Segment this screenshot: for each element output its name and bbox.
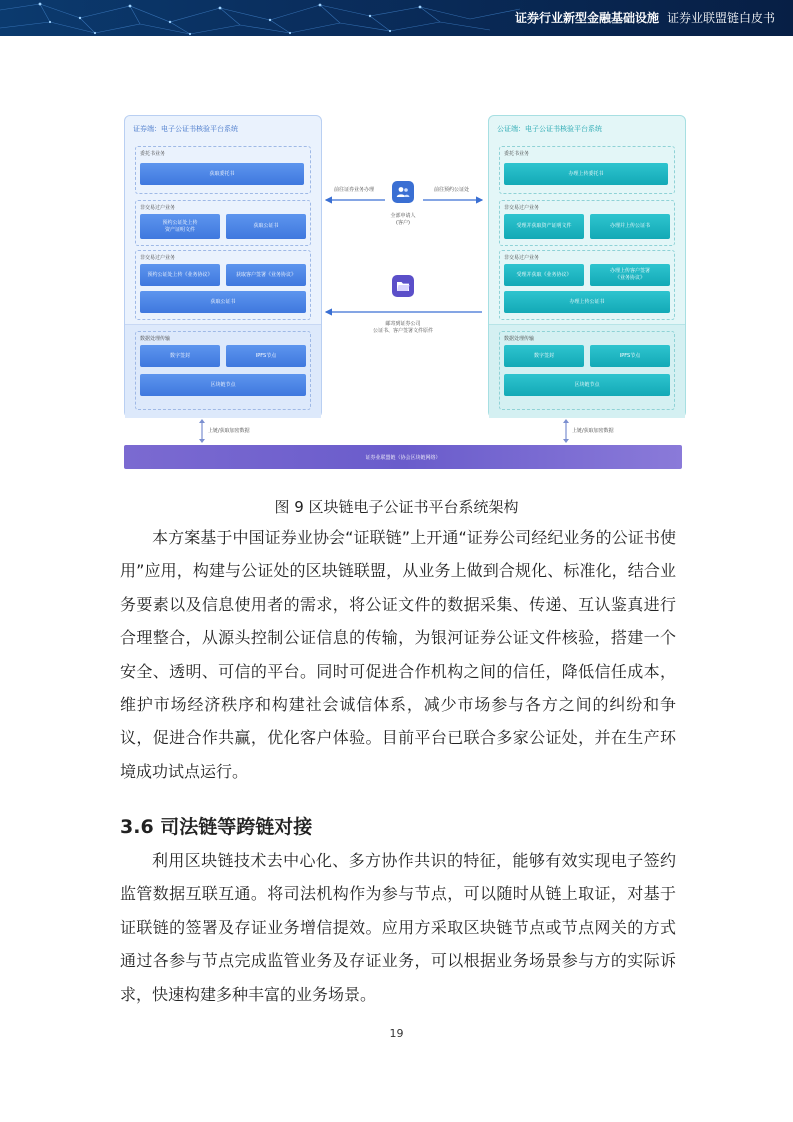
group-label: 委托书业务 [140,151,166,157]
applicant-line: (客户) [396,220,410,226]
paragraph-1: 本方案基于中国证券业协会“证联链”上开通“证券公司经纪业务的公证书使用”应用，构建与公证处的区块链联盟，从业务上做到合规化、标准化，结合业务要素以及信息使用者的需求，将公证文件的数据采集、传递、互认鉴真进行合理整合，从源头控制公证信息的传输，为银河证券公证文件核验，搭建一个安全、透明、可信的平台。同时可促进合作机构之间的信任，降低信任成本，维护市场经济秩序和构建社会诚信体系，减少市场参与各方之间的纠纷和争议，促进合作共赢，优化客户体验。目前平台已联合多家公证处，并在生产环境成功试点运行。 [120,528,676,781]
folder-icon [392,275,414,297]
chain-node-button: 区块链节点 [140,374,306,396]
issue-cert2-button: 办理上传公证书 [504,291,670,313]
architecture-diagram [124,115,684,475]
securities-panel-title: 证券端：电子公证书核验平台系统 [133,125,238,133]
chain-node-button: 区块链节点 [504,374,670,396]
group-label: 非交易过户业务 [140,255,176,261]
consortium-chain-bar: 证券业联盟链（协会区块链网络） [124,445,682,469]
go-securities-label: 前往证券业务办理 [334,187,375,193]
data-processing-band [489,324,685,418]
issue-entrust-button: 办理上传委托书 [504,163,668,185]
get-customer-sign-button: 获取客户签署《业务协议》 [226,264,306,286]
header-title-sub: 证券业联盟链白皮书 [666,11,775,25]
figure-caption: 图 9 区块链电子公证书平台系统架构 [274,498,519,516]
right-link-label: 上链/获取加密数据 [572,428,614,434]
notary-panel [488,115,686,418]
mail-line: 公证书、客户签署文件原件 [372,328,433,334]
paragraph-2: 利用区块链技术去中心化、多方协作共识的特征，能够有效实现电子签约监管数据互联互通。将司法机构作为参与节点，可以随时从链上取证，对基于证联链的签署及存证业务增信提效。应用方采取区块链节点或节点网关的方式通过各参与节点完成监管业务及存证业务，可以根据业务场景参与方的实际诉求，快速构建多种丰富的业务场景。 [120,851,676,1004]
button-line: 办理上传客户签署 [609,268,650,274]
issue-cert-button: 办理并上传公证书 [590,214,670,239]
button-line: 《业务协议》 [614,275,645,281]
ipfs-button: IPFS节点 [590,345,670,367]
group-label: 委托书业务 [504,151,530,157]
transfer-group-2 [499,250,675,320]
transfer-group-2 [135,250,311,320]
go-notary-label: 前往预约公证处 [434,187,470,193]
group-label: 非交易过户业务 [140,205,176,211]
header-title-main: 证券行业新型金融基础设施 [514,11,659,25]
accept-agreement-button: 受理并获取《业务协议》 [504,264,584,286]
upload-proof-button [140,214,220,239]
left-link-label: 上链/获取加密数据 [208,428,250,434]
header-title [515,9,775,26]
upload-agreement-button: 预约公证处上传《业务协议》 [140,264,220,286]
get-cert2-button: 获取公证书 [140,291,306,313]
applicant-label [386,212,420,226]
network-pattern-icon [0,0,520,36]
user-group-icon [392,181,414,203]
entrust-group [135,146,311,194]
notary-panel-title: 公证端：电子公证书核验平台系统 [497,125,602,133]
accept-proof-button: 受理并获取资产证明文件 [504,214,584,239]
mail-line: 邮寄到证券公司 [385,321,421,327]
data-processing-band [125,324,321,418]
transfer-group-1 [499,200,675,246]
securities-panel [124,115,322,418]
applicant-line: 全部申请人 [390,213,416,219]
get-cert-button: 获取公证书 [226,214,306,239]
data-group [499,331,675,410]
transfer-group-1 [135,200,311,246]
data-group [135,331,311,410]
page-header [0,0,793,36]
entrust-group [499,146,675,194]
digital-sig-button: 数字签封 [504,345,584,367]
page-number: 19 [389,1027,404,1040]
group-label: 数据处理传输 [140,336,171,342]
group-label: 非交易过户业务 [504,255,540,261]
mail-label [365,320,441,334]
group-label: 非交易过户业务 [504,205,540,211]
button-line: 预约公证处上传 [162,219,198,226]
get-entrust-button: 获取委托书 [140,163,304,185]
group-label: 数据处理传输 [504,336,535,342]
upload-sign-button [590,264,670,286]
ipfs-button: IPFS节点 [226,345,306,367]
section-heading: 3.6 司法链等跨链对接 [120,816,313,838]
button-line: 资产证明文件 [164,226,195,233]
digital-sig-button: 数字签封 [140,345,220,367]
